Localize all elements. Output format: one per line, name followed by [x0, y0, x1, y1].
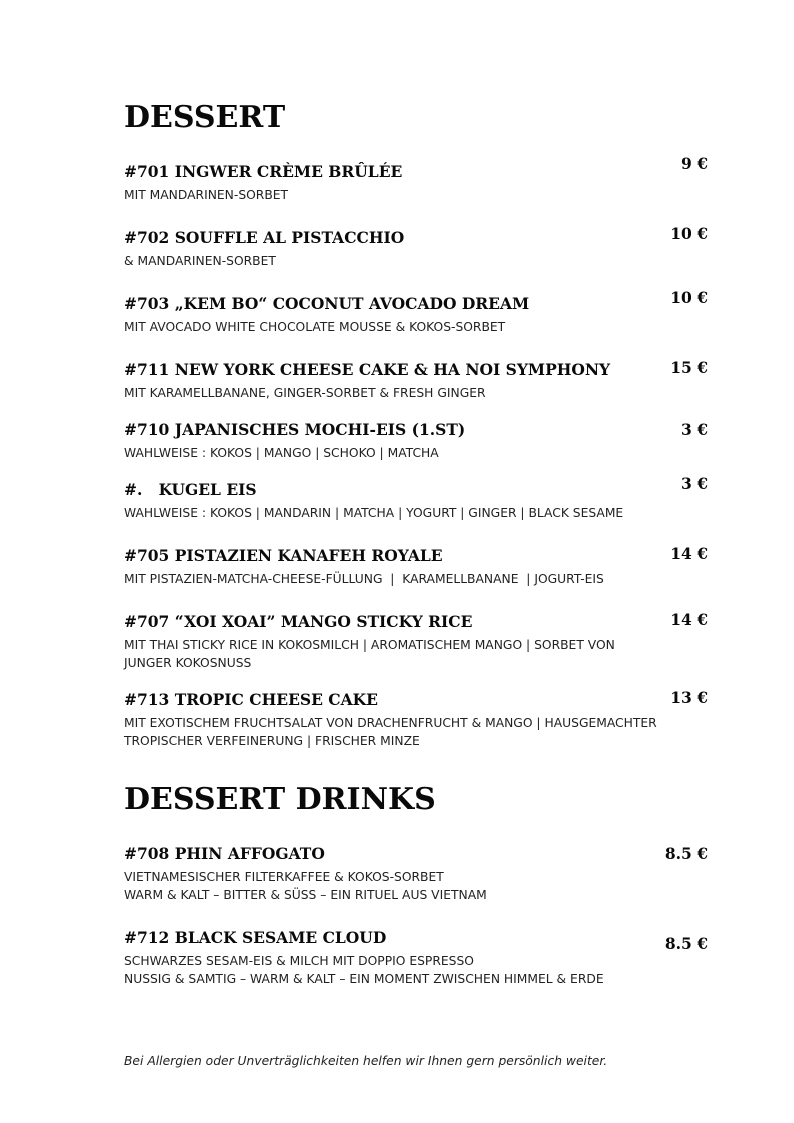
item-name: #703 „KEM BO“ COCONUT AVOCADO DREAM [124, 294, 530, 313]
item-price: 10 € [670, 224, 708, 243]
item-description: MIT KARAMELLBANANE, GINGER-SORBET & FRESH GINGER [124, 386, 486, 400]
menu-item-711 [124, 360, 710, 402]
menu-item-703 [124, 288, 710, 336]
menu-item-701 [124, 154, 710, 204]
item-description: WAHLWEISE : KOKOS | MANDARIN | MATCHA | YOGURT | GINGER | BLACK SESAME [124, 506, 624, 520]
item-name: #. KUGEL EIS [124, 480, 257, 499]
item-price: 13 € [670, 688, 708, 707]
item-name: #701 INGWER CRÈME BRÛLÉE [124, 162, 403, 181]
item-price: 9 € [681, 154, 708, 173]
item-price: 14 € [670, 544, 708, 563]
item-description: MIT AVOCADO WHITE CHOCOLATE MOUSSE & KOKOS-SORBET [124, 320, 506, 334]
item-name: #710 JAPANISCHES MOCHI-EIS (1.ST) [124, 420, 466, 439]
item-name: #702 SOUFFLE AL PISTACCHIO [124, 228, 405, 247]
menu-item-707 [124, 612, 710, 672]
item-description-line-2: WARM & KALT – BITTER & SÜSS – EIN RITUEL AUS VIETNAM [124, 888, 487, 902]
item-price: 3 € [681, 474, 708, 493]
item-description: & MANDARINEN-SORBET [124, 254, 276, 268]
item-description: SCHWARZES SESAM-EIS & MILCH MIT DOPPIO ESPRESSO [124, 954, 474, 968]
section-title-dessert: DESSERT [124, 100, 286, 135]
section-title-dessert-drinks: DESSERT DRINKS [124, 782, 436, 817]
item-name: #705 PISTAZIEN KANAFEH ROYALE [124, 546, 443, 565]
allergy-footnote: Bei Allergien oder Unverträglichkeiten helfen wir Ihnen gern persönlich weiter. [124, 1054, 608, 1068]
item-description: MIT MANDARINEN-SORBET [124, 188, 289, 202]
menu-item-702 [124, 224, 710, 270]
menu-item-708 [124, 844, 710, 904]
item-description: MIT THAI STICKY RICE IN KOKOSMILCH | AROMATISCHEM MANGO | SORBET VON JUNGER KOKOSNUSS [124, 638, 615, 670]
item-description: MIT PISTAZIEN-MATCHA-CHEESE-FÜLLUNG | KARAMELLBANANE | JOGURT-EIS [124, 572, 604, 586]
item-description: WAHLWEISE : KOKOS | MANGO | SCHOKO | MATCHA [124, 446, 439, 460]
item-name: #711 NEW YORK CHEESE CAKE & HA NOI SYMPHONY [124, 360, 611, 379]
item-name: #707 “XOI XOAI” MANGO STICKY RICE [124, 612, 473, 631]
item-price: 15 € [670, 358, 708, 377]
menu-item-713 [124, 690, 710, 750]
menu-item-705 [124, 546, 710, 588]
item-price: 8.5 € [664, 934, 708, 953]
item-name: #708 PHIN AFFOGATO [124, 844, 325, 863]
item-description: MIT EXOTISCHEM FRUCHTSALAT VON DRACHENFRUCHT & MANGO | HAUSGEMACHTER TROPISCHER VERFEINERUNG | FRISCHER MINZE [124, 716, 657, 748]
menu-item-712 [124, 928, 710, 988]
item-price: 14 € [670, 610, 708, 629]
item-description: VIETNAMESISCHER FILTERKAFFEE & KOKOS-SORBET [124, 870, 444, 884]
item-price: 10 € [670, 288, 708, 307]
item-price: 8.5 € [664, 844, 708, 863]
item-price: 3 € [681, 420, 708, 439]
item-description-line-2: NUSSIG & SAMTIG – WARM & KALT – EIN MOMENT ZWISCHEN HIMMEL & ERDE [124, 972, 604, 986]
menu-item-710 [124, 420, 710, 462]
menu-item-kugel-eis [124, 474, 710, 522]
item-name: #713 TROPIC CHEESE CAKE [124, 690, 378, 709]
item-name: #712 BLACK SESAME CLOUD [124, 928, 387, 947]
